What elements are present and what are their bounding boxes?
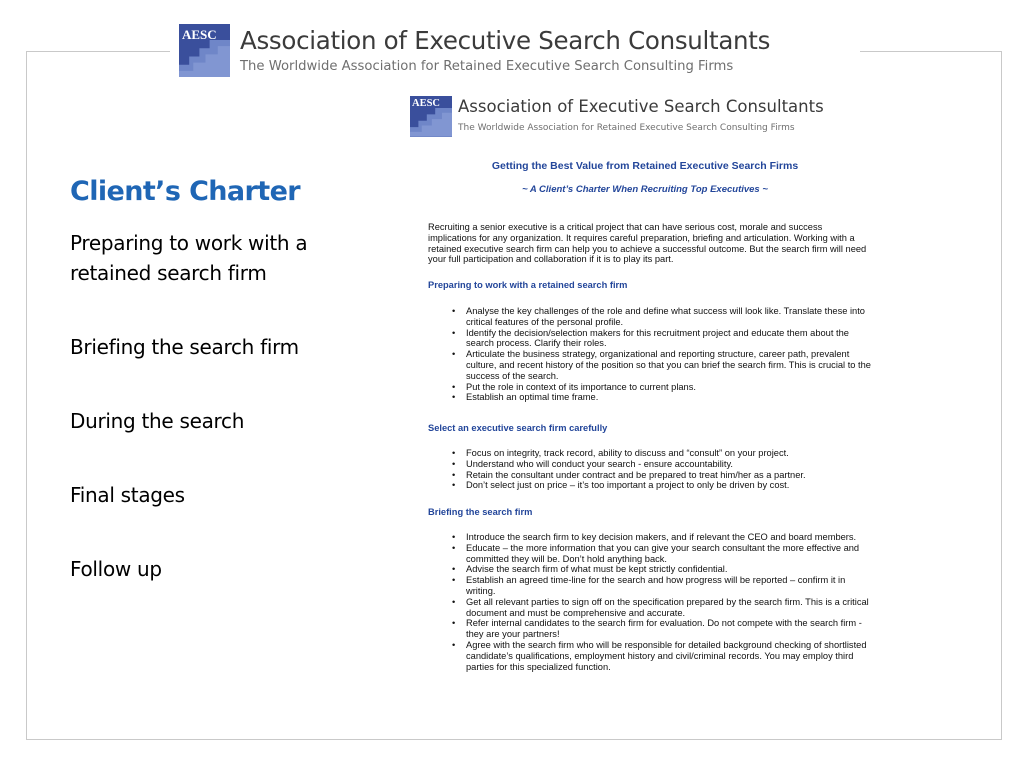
doc-header-title: Association of Executive Search Consultants <box>458 97 824 116</box>
doc-section-heading: Briefing the search firm <box>428 507 533 517</box>
list-item: Briefing the search firm <box>70 335 299 359</box>
list-item: • Understand who will conduct your search - ensure accountability. <box>428 459 874 470</box>
list-item: • Introduce the search firm to key decision makers, and if relevant the CEO and board members. <box>428 532 874 543</box>
aesc-logo <box>179 24 230 77</box>
list-item: • Advise the search firm of what must be kept strictly confidential. <box>428 564 874 575</box>
list-item: Follow up <box>70 557 162 581</box>
doc-section-heading: Preparing to work with a retained search firm <box>428 280 628 290</box>
logo-text: AESC <box>182 27 217 42</box>
list-item: • Establish an optimal time frame. <box>428 392 874 403</box>
doc-header-subtitle: The Worldwide Association for Retained Executive Search Consulting Firms <box>458 123 795 133</box>
list-item: • Agree with the search firm who will be responsible for detailed background checking of shortlisted candidate’s qualifications, employment history and civil/criminal records. You may employ third parties for this specialized function. <box>428 640 874 672</box>
list-item: • Retain the consultant under contract and be prepared to treat him/her as a partner. <box>428 470 874 481</box>
list-item: • Get all relevant parties to sign off on the specification prepared by the search firm. This is a critical document and must be comprehensive and accurate. <box>428 597 874 619</box>
doc-title: Getting the Best Value from Retained Executive Search Firms <box>491 160 799 172</box>
charter-document <box>406 92 884 712</box>
list-item: Final stages <box>70 483 185 507</box>
list-item: • Identify the decision/selection makers for this recruitment project and educate them about the search process. Clarify their roles. <box>428 328 874 350</box>
doc-subtitle: ~ A Client’s Charter When Recruiting Top Executives ~ <box>522 184 768 195</box>
list-item: • Don’t select just on price – it’s too important a project to only be driven by cost. <box>428 480 874 491</box>
doc-section-list <box>428 448 874 491</box>
page-title: Client’s Charter <box>70 176 300 207</box>
list-item: During the search <box>70 409 245 433</box>
doc-section-list <box>428 532 874 672</box>
doc-logo-steps-graphic <box>410 108 452 137</box>
list-item: • Focus on integrity, track record, ability to discuss and “consult” on your project. <box>428 448 874 459</box>
slide-header <box>170 20 860 82</box>
list-item: Preparing to work with a retained search firm <box>70 231 308 285</box>
logo-steps-graphic <box>179 40 230 77</box>
list-item: • Educate – the more information that you can give your search consultant the more effective and committed they will be. Don’t hold anything back. <box>428 543 874 565</box>
header-title: Association of Executive Search Consultants <box>240 26 771 55</box>
list-item: • Articulate the business strategy, organizational and reporting structure, career path, prevalent culture, and recent history of the position so that you can brief the search firm. This is crucial to the success of the search. <box>428 349 874 381</box>
list-item: • Analyse the key challenges of the role and define what success will look like. Translate these into critical features of the personal profile. <box>428 306 874 328</box>
header-subtitle: The Worldwide Association for Retained Executive Search Consulting Firms <box>240 59 734 74</box>
doc-aesc-logo <box>410 96 452 137</box>
doc-section-heading: Select an executive search firm carefully <box>428 423 608 433</box>
doc-section-list <box>428 306 874 403</box>
doc-logo-text: AESC <box>412 98 441 109</box>
list-item: • Put the role in context of its importance to current plans. <box>428 382 874 393</box>
list-item: • Establish an agreed time-line for the search and how progress will be reported – confirm it in writing. <box>428 575 874 597</box>
doc-intro: Recruiting a senior executive is a critical project that can have serious cost, morale and success implications for any organization. It requires careful preparation, briefing and articulation. Working with a retained executive search firm can help you to achieve a successful outcome. But the search firm will need your full participation and collaboration if it is to play its part. <box>428 222 867 265</box>
list-item: • Refer internal candidates to the search firm for evaluation. Do not compete with the search firm - they are your partners! <box>428 618 874 640</box>
